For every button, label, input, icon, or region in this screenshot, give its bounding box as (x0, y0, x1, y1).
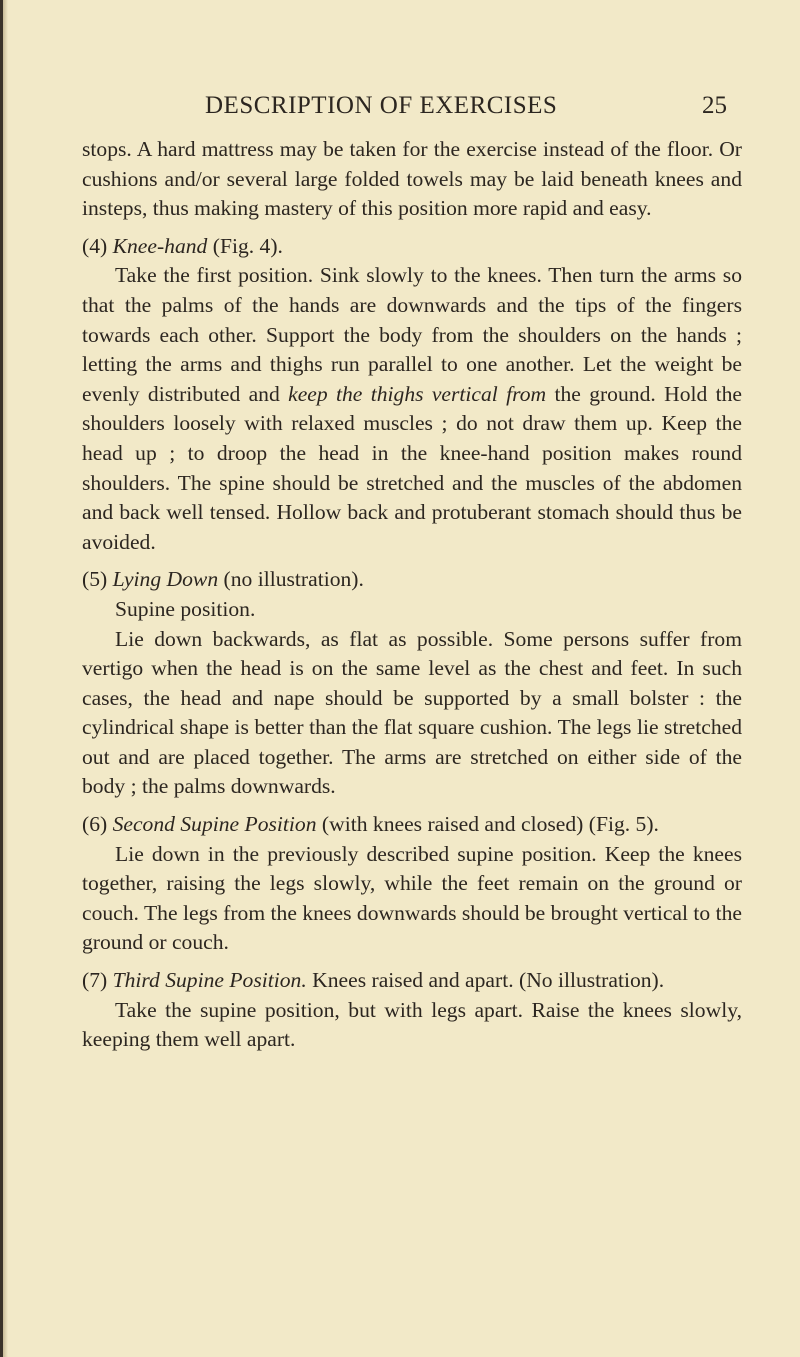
section-6-title: Second Supine Position (112, 812, 317, 837)
section-5-number: (5) (82, 567, 108, 592)
page-gutter-shadow (3, 0, 8, 1357)
section-4-suffix: (Fig. 4). (212, 233, 283, 258)
section-4-number: (4) (82, 233, 108, 258)
section-5-suffix: (no illustration). (223, 567, 364, 592)
running-head: DESCRIPTION OF EXERCISES (205, 92, 558, 119)
section-4-heading (82, 232, 742, 262)
body-text (82, 135, 742, 1055)
section-5-title: Lying Down (112, 567, 219, 592)
section-4-emphasis: keep the thighs vertical from (288, 381, 547, 406)
section-7-paragraph: Take the supine position, but with legs apart. Raise the knees slowly, keeping them well apart. (82, 997, 742, 1052)
section-6-number: (6) (82, 812, 108, 837)
section-4-text-b: the ground. Hold the shoulders loosely with relaxed muscles ; do not draw them up. Keep the head up ; to droop the head in the knee-hand position makes round shoulders. The spine should be stretched and the muscles of the abdomen and back well tensed. Hollow back and protuberant stomach should thus be avoided. (82, 381, 743, 554)
section-5-subtitle: Supine position. (115, 596, 256, 621)
section-5-heading (82, 565, 742, 595)
section-6-heading (82, 810, 742, 840)
page-number: 25 (702, 92, 727, 119)
section-7-number: (7) (82, 968, 108, 993)
section-4-paragraph (82, 261, 742, 557)
section-7-heading (82, 966, 742, 996)
section-7-title: Third Supine Position. (112, 968, 307, 993)
section-5-paragraph: Lie down backwards, as flat as possible. Some persons suffer from vertigo when the head is on the same level as the chest and feet. In such cases, the head and nape should be supported by a small bolster : the cylindrical shape is better than the flat square cushion. The legs lie stretched out and are placed together. The arms are stretched on either side of the body ; the palms downwards. (82, 626, 742, 799)
section-6-suffix: (with knees raised and closed) (Fig. 5). (321, 812, 659, 837)
paragraph-continuation: stops. A hard mattress may be taken for the exercise instead of the floor. Or cushions and/or several large folded towels may be laid beneath knees and insteps, thus making mastery of this position more rapid and easy. (82, 137, 742, 221)
section-4-text-a: Take the first position. Sink slowly to the knees. Then turn the arms so that the palms of the hands are downwards and the tips of the fingers towards each other. Support the body from the shoulders on the hands ; letting the arms and thighs run parallel to one another. Let the weight be evenly distributed and (82, 263, 742, 406)
section-6-paragraph: Lie down in the previously described supine position. Keep the knees together, raising the legs slowly, while the feet remain on the ground or couch. The legs from the knees downwards should be brought vertical to the ground or couch. (82, 841, 742, 955)
section-4-title: Knee-hand (112, 233, 208, 258)
section-7-suffix: Knees raised and apart. (No illustration). (312, 968, 665, 993)
page-header (0, 88, 800, 124)
